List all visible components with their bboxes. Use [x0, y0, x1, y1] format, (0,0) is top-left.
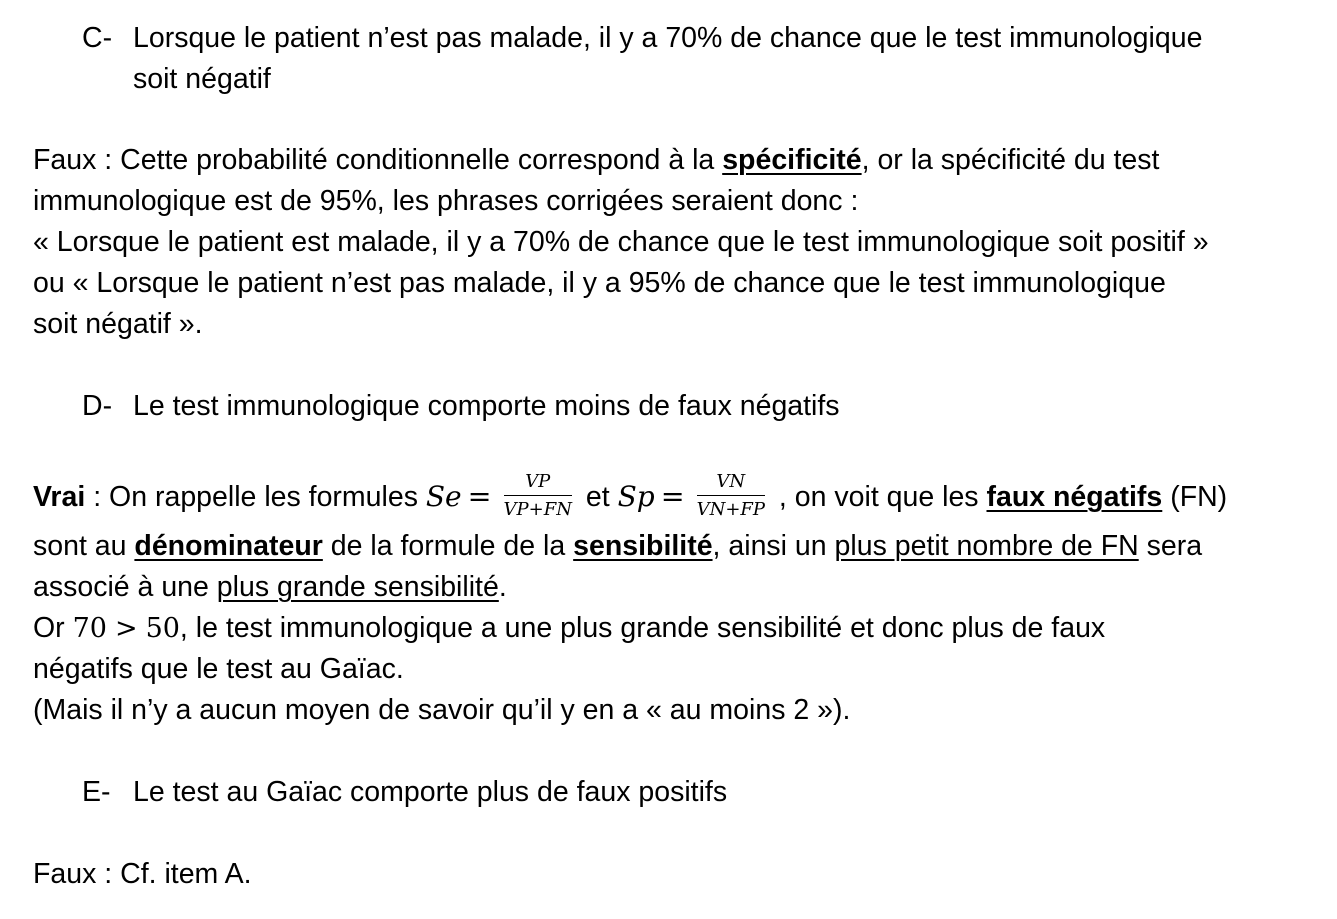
phrase-plus-grande-sensibilite: plus grande sensibilité	[216, 571, 499, 603]
answer-d-line-3	[33, 567, 1323, 608]
answer-e-line-1: Faux : Cf. item A.	[33, 858, 252, 890]
formula-se-numerator: VP	[504, 471, 572, 496]
formula-se-symbol: Se	[425, 480, 462, 513]
answer-d-l3b: .	[498, 571, 507, 603]
inequality-left: 70	[72, 613, 107, 644]
term-faux-negatifs: faux négatifs	[986, 481, 1163, 513]
item-text-d: Le test immunologique comporte moins de faux négatifs	[133, 390, 840, 422]
answer-d-l3a: associé à une	[33, 571, 217, 603]
answer-c-separator: :	[96, 144, 121, 176]
answer-d-l2c: , ainsi un	[712, 530, 835, 562]
answer-c-line-1	[33, 140, 1323, 181]
answer-c-text-1: Cette probabilité conditionnelle correspond à la	[120, 144, 723, 176]
item-letter-c: C-	[82, 22, 113, 54]
formula-sp-numerator: VN	[697, 471, 765, 496]
answer-d-line-6: (Mais il n’y a aucun moyen de savoir qu’il y en a « au moins 2 »).	[33, 694, 851, 726]
answer-d-line-4	[33, 608, 1323, 649]
inequality-right: 50	[145, 613, 180, 644]
question-item-e	[82, 772, 1322, 813]
formula-se-equals: =	[467, 480, 492, 513]
phrase-plus-petit-nombre: plus petit nombre de FN	[834, 530, 1139, 562]
answer-c	[33, 140, 1323, 345]
answer-c-text-2: , or la spécificité du test	[861, 144, 1160, 176]
answer-e	[33, 854, 1323, 895]
answer-d-line-2	[33, 526, 1323, 567]
answer-d-l2b: de la formule de la	[322, 530, 574, 562]
item-text-c	[133, 18, 1322, 100]
answer-d-l4b: , le test immunologique a une plus grande sensibilité et donc plus de faux	[179, 612, 1106, 644]
answer-c-verdict: Faux	[33, 144, 97, 176]
item-letter-e: E-	[82, 776, 111, 808]
answer-d-et: et	[577, 481, 618, 513]
answer-d-text-3: (FN)	[1162, 481, 1228, 513]
answer-c-line-4: ou « Lorsque le patient n’est pas malade, il y a 95% de chance que le test immunologique	[33, 267, 1166, 299]
term-denominateur: dénominateur	[134, 530, 323, 562]
formula-sp-symbol: Sp	[617, 480, 655, 513]
question-item-d	[82, 386, 1322, 427]
answer-c-line-3: « Lorsque le patient est malade, il y a 70% de chance que le test immunologique soit positif »	[33, 226, 1209, 258]
inequality-sign: >	[114, 613, 138, 644]
formula-sp-equals: =	[660, 480, 685, 513]
formula-sp-denominator: VN+FP	[696, 499, 766, 521]
answer-d-l2a: sont au	[33, 530, 135, 562]
formula-se-fraction	[504, 471, 572, 521]
formula-se-denominator: VP+FN	[503, 499, 572, 521]
answer-d-line-1	[33, 468, 1323, 526]
item-c-line-1: Lorsque le patient n’est pas malade, il y a 70% de chance que le test immunologique	[133, 22, 1203, 54]
item-letter-d: D-	[82, 390, 113, 422]
answer-d-line-5: négatifs que le test au Gaïac.	[33, 653, 404, 685]
question-item-c	[82, 18, 1322, 100]
answer-d-text-2: , on voit que les	[771, 481, 987, 513]
term-specificite: spécificité	[722, 144, 862, 176]
answer-d	[33, 468, 1323, 731]
formula-sp-fraction	[697, 471, 765, 521]
item-c-line-2: soit négatif	[133, 63, 271, 95]
answer-c-line-2: immunologique est de 95%, les phrases corrigées seraient donc :	[33, 185, 859, 217]
answer-d-l4a: Or	[33, 612, 73, 644]
answer-d-text-1: : On rappelle les formules	[85, 481, 426, 513]
answer-d-verdict: Vrai	[33, 481, 86, 513]
item-text-e: Le test au Gaïac comporte plus de faux positifs	[133, 776, 728, 808]
answer-c-line-5: soit négatif ».	[33, 308, 203, 340]
term-sensibilite: sensibilité	[573, 530, 713, 562]
answer-d-l2d: sera	[1138, 530, 1203, 562]
